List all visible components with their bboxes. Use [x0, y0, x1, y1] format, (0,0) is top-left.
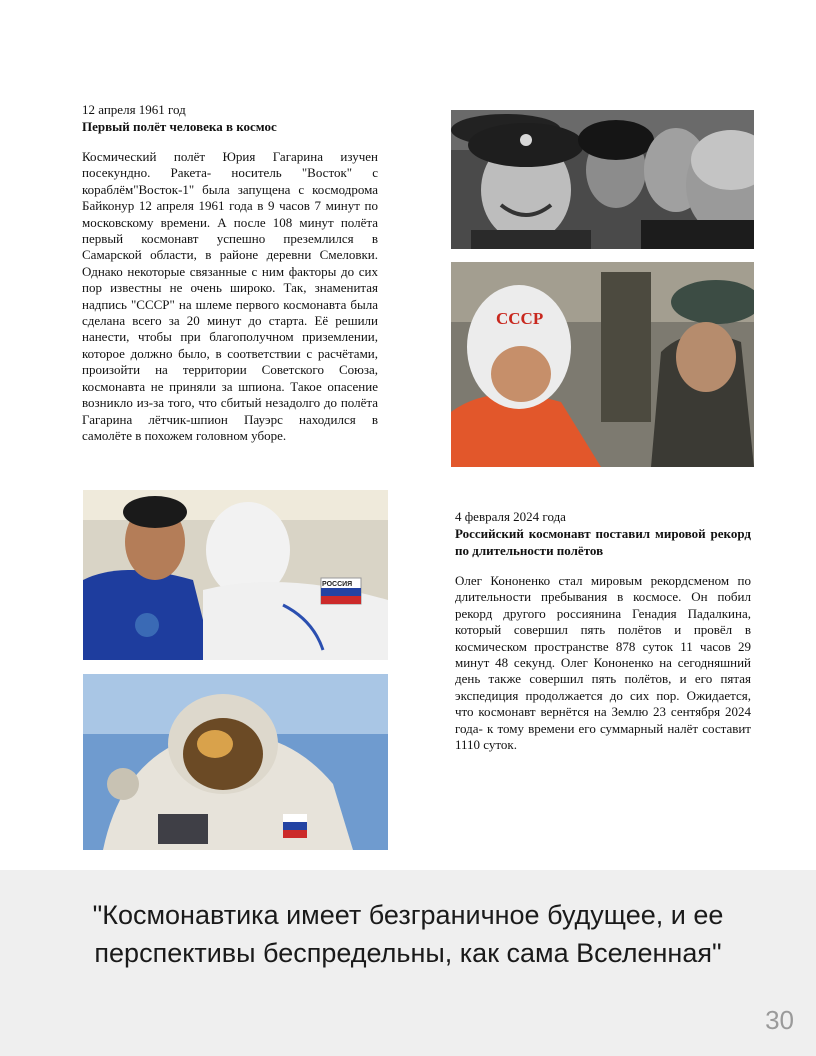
photo-spacewalk — [83, 674, 388, 850]
page-number: 30 — [765, 1005, 794, 1035]
article-gagarin — [82, 101, 378, 444]
quote-footer — [0, 870, 816, 1056]
article-kononenko — [455, 508, 751, 753]
article-body: Космический полёт Юрия Гагарина изучен посекундно. Ракета- носитель "Восток" с кораблём"Восток-1" была запущена с космодрома Байконур 12 апреля 1961 года в 9 часов 7 минут по московскому времени. А после 108 минут полёта первый космонавт успешно преземлился в Самарской области, в районе деревни Смеловки. Однако некоторые связанные с ним факторы до сих пор известны не очень широко. Так, знаменитая надпись "СССР" на шлеме первого космонавта была сделана всего за 20 минут до старта. Её решили нанести, чтобы при благополучном приземлении, которое должно было, в соответствии с расчётами, произойти на территории Советского Союза, космонавта не приняли за шпиона. Такое опасение возникло из-за того, что сбитый незадолго до полёта Гагарина лётчик-шпион Пауэрс находился в самолёте в похожем головном уборе. — [82, 149, 378, 443]
photo-gagarin-helmet — [451, 262, 754, 467]
footer-quote: "Космонавтика имеет безграничное будущее, и ее перспективы беспредельны, как сама Вселенная" — [92, 900, 724, 968]
helmet-cccp-text: СССР — [496, 309, 544, 328]
article-headline: Первый полёт человека в космос — [82, 119, 277, 134]
article-body: Олег Кононенко стал мировым рекордсменом по длительности пребывания в космосе. Он побил рекорд другого россиянина Генадия Падалкина, который совершил пять полётов и провёл в космическом пространстве 878 суток 11 часов 29 минут 48 секунд. Олег Кононенко на сегодняшний день также совершил пять полётов, и его пятая экспедиция продолжается до сих пор. Ожидается, что космонавт вернётся на Землю 23 сентября 2024 года- к тому времени его суммарный налёт составит 1110 суток. — [455, 573, 751, 753]
patch-russia-text: РОССИЯ — [322, 581, 353, 588]
article-date: 4 февраля 2024 года — [455, 509, 566, 524]
article-date: 12 апреля 1961 год — [82, 102, 186, 117]
photo-gagarin-crowd — [451, 110, 754, 249]
article-headline: Российский космонавт поставил мировой рекорд по длительности полётов — [455, 526, 751, 558]
photo-kononenko-suit — [83, 490, 388, 660]
